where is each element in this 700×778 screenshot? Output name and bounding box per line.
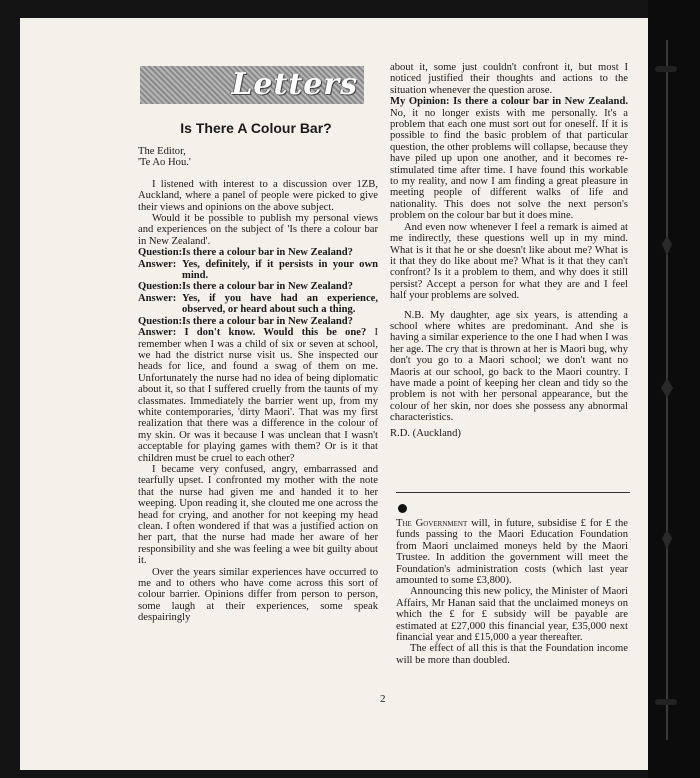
qa-item: Answer: Yes, if you have had an experience, observed, or heard about such a thing.: [138, 292, 378, 316]
section-title: Letters: [231, 67, 358, 102]
letters-banner: [140, 66, 364, 104]
qa-item: Answer: Yes, definitely, if it persists in your own mind.: [138, 258, 378, 282]
qa-item: Question:Is there a colour bar in New Zealand?: [138, 315, 353, 327]
paragraph: Would it be possible to publish my personal views and experiences on the subject of 'Is there a colour bar in New Zealand'.: [138, 213, 378, 247]
salutation: The Editor,: [138, 146, 186, 157]
bullet-icon: [398, 504, 407, 513]
paragraph: Announcing this new policy, the Minister of Maori Affairs, Mr Hanan said that the unclaimed moneys on which the £ for £ subsidy will be payable are estimated at £27,000 this financial year, £35,000 next financial year and £15,000 a year thereafter.: [396, 586, 628, 644]
paragraph: I listened with interest to a discussion over 1ZB, Auckland, where a panel of people were picked to give their views and opinions on the above subject.: [138, 178, 378, 213]
paragraph: I became very confused, angry, embarrassed and tearfully upset. I confronted my mother with the note that the nurse had given me and handed it to her weeping. Upon reading it, she clouted me one across the head for crying, and another for not keeping my head clean. I often wondered if that was a justified action on her part, that the nurse had made her aware of her responsibility and she was feeling a wee bit guilty about it.: [138, 463, 378, 567]
signature: R.D. (Auckland): [390, 427, 461, 439]
left-column: [138, 146, 378, 624]
paragraph: My Opinion: Is there a colour bar in New Zealand. No, it no longer exists with me personally. It's a problem that each one must sort out for oneself. If it is possible to find the basic problem of that particular question, the other problems will collapse, because they have piled up upon one another, and it becomes re-stimulated time after time. I have found this workable to my reality, and now I am finding a great pleasure in meeting people of different walks of life and nationality. This does not solve the next person's problem on the colour bar but it does mine.: [390, 96, 628, 222]
qa-item: Question:Is there a colour bar in New Zealand?: [138, 281, 353, 293]
paragraph: Over the years similar experiences have occurred to me and to others who have come across this sort of colour barrier. Opinions differ from person to person, some laugh at their experiences, some speak despairingly: [138, 566, 378, 624]
qa-item: Question:Is there a colour bar in New Zealand?: [138, 247, 353, 259]
paragraph: about it, some just couldn't confront it, but most I noticed justified their thoughts and actions to the situation whenever the question arose.: [390, 62, 628, 96]
letter-heading: Is There A Colour Bar?: [180, 120, 332, 136]
ornament-icon: [659, 236, 675, 256]
binding-staple: [655, 66, 677, 72]
paragraph: N.B. My daughter, age six years, is attending a school where whites are predominant. And she is having a similar experience to the one I had when I was her age. The cry that is thrown at her is Maori bug, why don't you go to a Maori school; we don't want no Maoris at our school, go back to the Maori country. I have made a point of keeping her clean and tidy so the problem is not with her personal appearance, but the colour of her skin, nor does she possess any abnormal characteristics.: [390, 309, 628, 424]
right-column-top: [390, 62, 628, 439]
page-number: 2: [380, 693, 386, 705]
binding-staple: [655, 699, 677, 705]
paragraph: The effect of all this is that the Foundation income will be more than doubled.: [396, 643, 628, 666]
ornament-icon: [659, 378, 675, 398]
paragraph: Answer: I don't know. Would this be one? I remember when I was a child of six or seven at school, we had the district nurse visit us. She inspected our heads for lice, and found a swag of them on me. Unfortunately the nurse had no idea of being diplomatic about it, so that I suffered cruelly from the taunts of my classmates. Immediately the barrier went up, from my white contemporaries, 'dirty Maori'. That was my first realization that there was a difference in the colour of my skin. Or was it because I was unclean that I wasn't acceptable for playing games with them? Or is it that children must be cruel to each other?: [138, 327, 378, 464]
paragraph: The Government will, in future, subsidise £ for £ the funds passing to the Maori Education Foundation from Maori unclaimed moneys held by the Maori Trustee. In addition the government will meet the Foundation's administration costs (which last year amounted to some £3,800).: [396, 518, 628, 587]
paragraph: And even now whenever I feel a remark is aimed at me indirectly, these questions well up in my mind. What is it that he or she doesn't like about me? What is it that they do like about me? What is it that they can't confront? Is it a problem to them, and why does it still persist? Accept a person for what they are and I feel half your problems are solved.: [390, 221, 628, 302]
news-item: [396, 518, 628, 666]
divider: [396, 492, 630, 493]
ornament-icon: [659, 530, 675, 550]
salutation: 'Te Ao Hou.': [138, 157, 191, 169]
